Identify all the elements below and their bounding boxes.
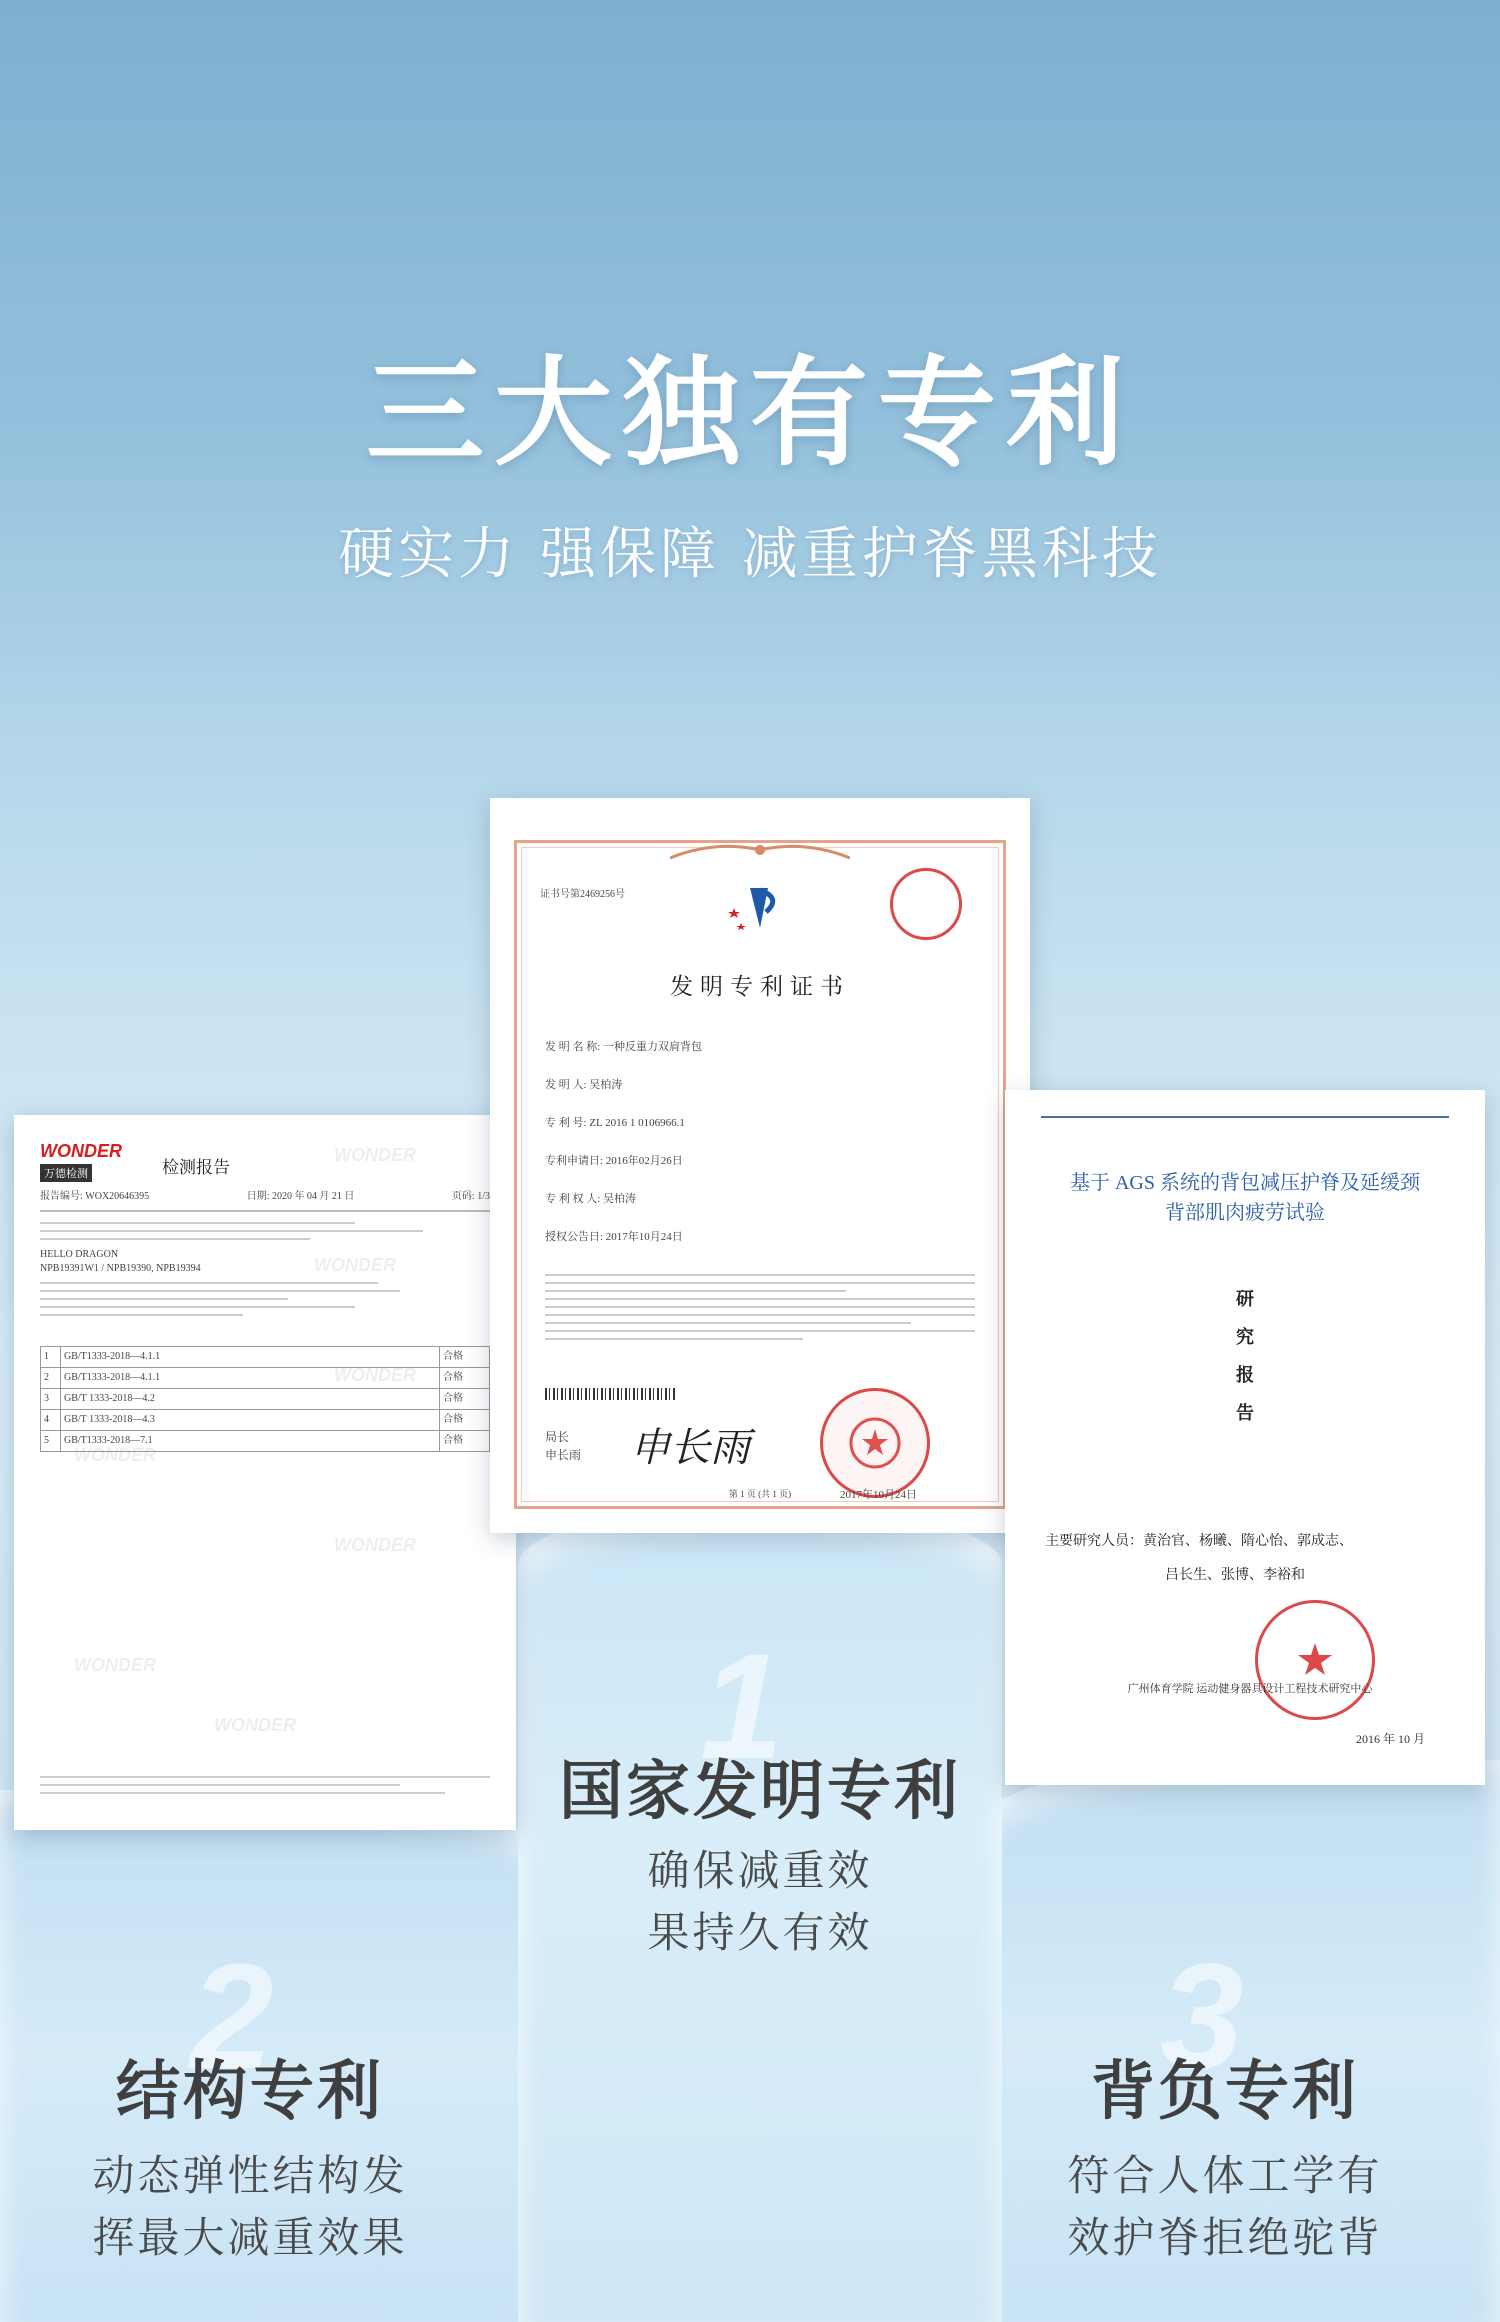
institute-seal xyxy=(1255,1600,1375,1720)
certificate-fields: 发 明 名 称: 一种反重力双肩背包 发 明 人: 吴柏涛 专 利 号: ZL 2016 1 0106966.1 专利申请日: 2016年02月26日 专 利 权 人: 吴柏涛 授权公告日: 2017年10月24日 xyxy=(545,1041,703,1243)
watermark: WONDER xyxy=(214,1715,296,1735)
certificate-ornament xyxy=(490,840,1030,862)
certificate-title: 发明专利证书 xyxy=(670,974,850,999)
research-report-document xyxy=(1005,1090,1485,1785)
vertical-report-label: 研 究 报 告 xyxy=(1236,1289,1254,1423)
report-header xyxy=(40,1141,490,1182)
watermark: WONDER xyxy=(74,1655,156,1675)
red-stamp xyxy=(890,868,962,940)
signatory-title: 局长 申长雨 xyxy=(545,1430,582,1462)
watermark: WONDER xyxy=(74,1445,156,1465)
barcode xyxy=(545,1388,675,1400)
product-name: HELLO DRAGON xyxy=(40,1249,119,1260)
feature-number-1: 1 xyxy=(700,1622,784,1790)
certificate-footer: 第 1 页 (共 1 页) xyxy=(728,1489,792,1499)
table-row: 1 GB/T1333-2018—4.1.1 合格 xyxy=(41,1347,490,1368)
feature-title-1: 国家发明专利 xyxy=(559,1755,961,1829)
wonder-logo: WONDER 万德检测 xyxy=(40,1141,122,1180)
test-report-document xyxy=(14,1115,516,1830)
table-row: 3 GB/T 1333-2018—4.2 合格 xyxy=(41,1389,490,1410)
official-seal xyxy=(820,1388,930,1498)
feature-desc-1: 确保减重效 果持久有效 xyxy=(647,1846,873,1957)
feature-number-2: 2 xyxy=(190,1932,274,2100)
top-rule xyxy=(1041,1116,1449,1118)
report-footer xyxy=(40,1770,490,1800)
patent-certificate-document xyxy=(490,798,1030,1533)
table-row: 4 GB/T 1333-2018—4.3 合格 xyxy=(41,1410,490,1431)
results-table xyxy=(40,1346,490,1452)
table-row: 2 GB/T1333-2018—4.1.1 合格 xyxy=(41,1368,490,1389)
institute-name: 广州体育学院 运动健身器具设计工程技术研究中心 xyxy=(1127,1683,1373,1695)
feature-number-3: 3 xyxy=(1160,1932,1244,2100)
feature-title-2: 结构专利 xyxy=(116,2055,384,2129)
feature-desc-2: 动态弹性结构发 挥最大减重效果 xyxy=(92,2151,408,2262)
report-meta: 报告编号: WOX20646395 日期: 2020 年 04 月 21 日 页码: 1/3 xyxy=(40,1191,490,1202)
report-date: 2016 年 10 月 xyxy=(1355,1732,1425,1746)
report-title: 检测报告 xyxy=(162,1158,230,1177)
feature-desc-3: 符合人体工学有 效护脊拒绝驼背 xyxy=(1067,2151,1383,2262)
watermark: WONDER xyxy=(334,1365,416,1385)
watermark: WONDER xyxy=(334,1535,416,1555)
stamp-date: 2017年10月24日 xyxy=(840,1489,917,1501)
researchers: 主要研究人员：黄治官、杨曦、隋心怡、郭成志、 吕长生、张博、李裕和 xyxy=(1045,1534,1353,1583)
product-model: NPB19391W1 / NPB19390, NPB19394 xyxy=(40,1263,201,1274)
certificate-body-text xyxy=(545,1268,975,1346)
signature: 申长雨 xyxy=(630,1425,750,1471)
patent-office-emblem xyxy=(720,878,790,942)
page-subtitle: 硬实力 强保障 减重护脊黑科技 xyxy=(338,522,1162,587)
page-title: 三大独有专利 xyxy=(365,344,1134,482)
report-body-lines xyxy=(40,1222,490,1316)
report-title: 基于 AGS 系统的背包减压护脊及延缓颈 背部肌肉疲劳试验 xyxy=(1069,1172,1420,1224)
certificate-number: 证书号第2469256号 xyxy=(540,889,625,900)
table-row: 5 GB/T1333-2018—7.1 合格 xyxy=(41,1431,490,1452)
watermark: WONDER xyxy=(334,1145,416,1165)
watermark: WONDER xyxy=(314,1255,396,1275)
feature-title-3: 背负专利 xyxy=(1091,2055,1359,2129)
